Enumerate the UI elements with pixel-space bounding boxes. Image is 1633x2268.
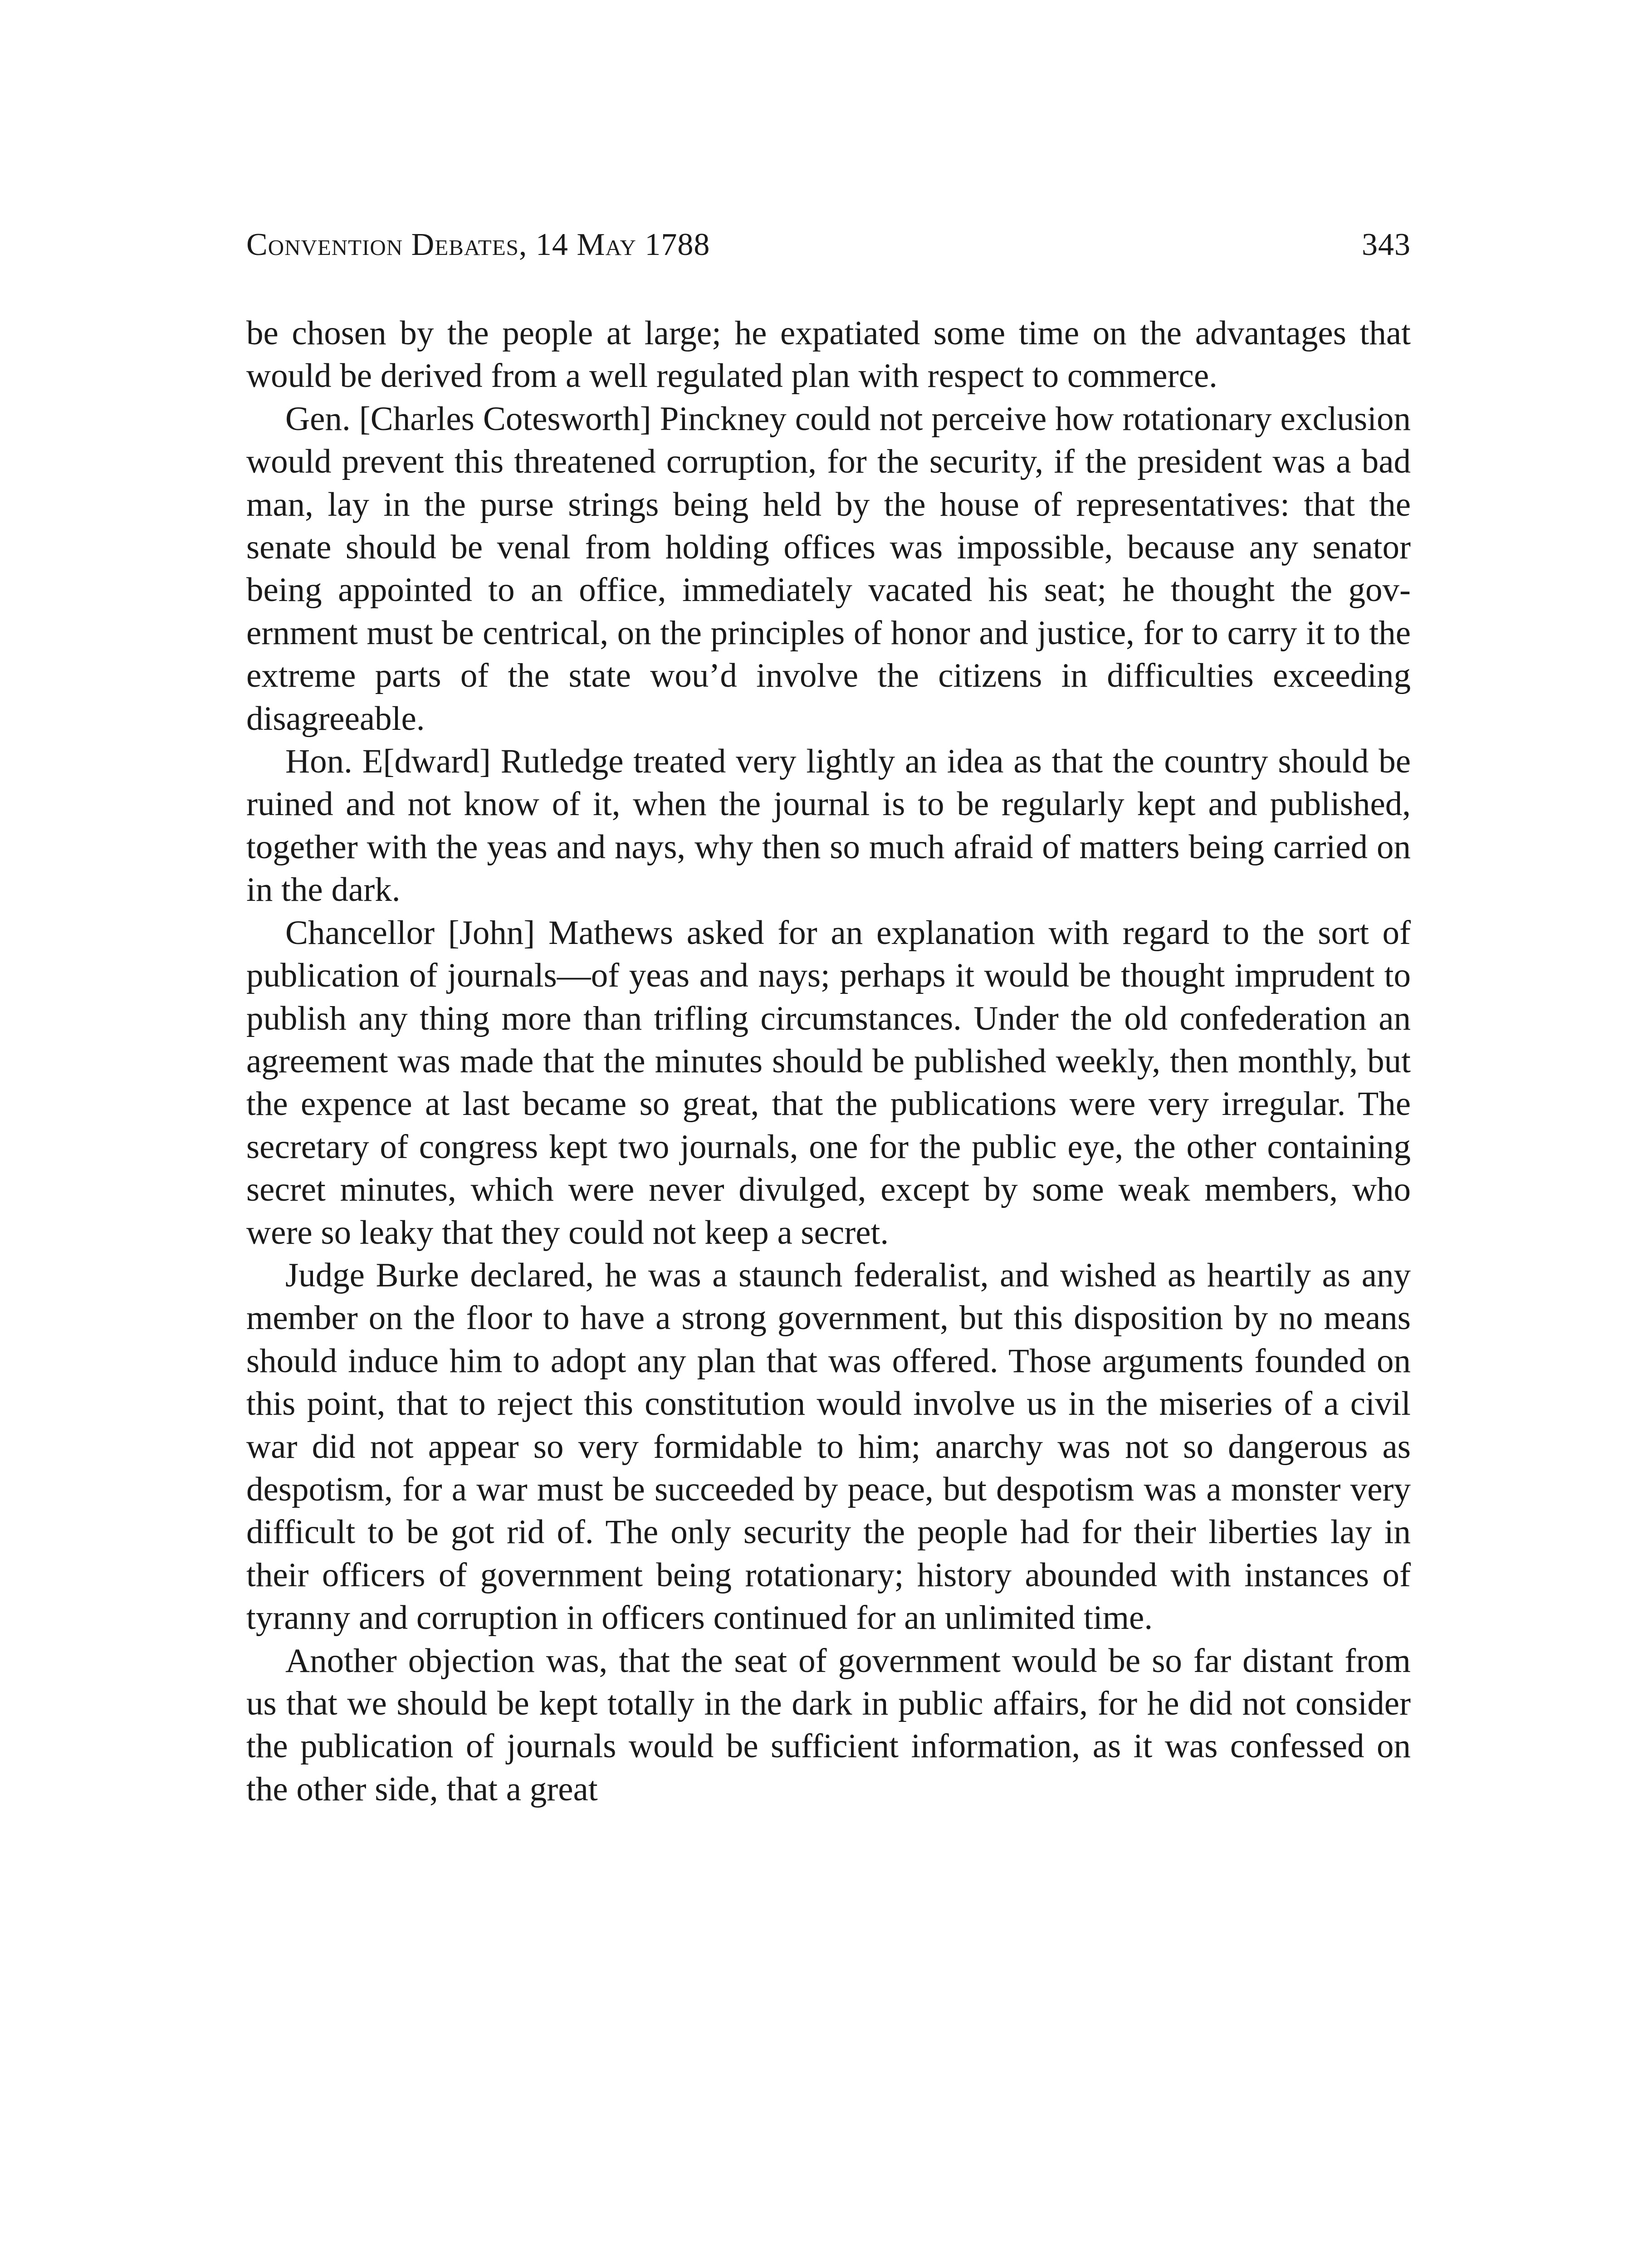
paragraph-mathews: Chancellor [John] Mathews asked for an explanation with regard to the sort of publication of journals—of yeas and nays; perhaps it would be thought imprudent to publish any thing more than trifling circumstances. Under the old confederation an agreement was made that the minutes should be published weekly, then monthly, but the expence at last became so great, that the publications were very irregular. The secretary of congress kept two journals, one for the public eye, the other containing secret minutes, which were never divulged, except by some weak members, who were so leaky that they could not keep a secret. <box>246 914 1411 1251</box>
paragraph-another-objection: Another objection was, that the seat of government would be so far distant from us that we should be kept totally in the dark in public affairs, for he did not consider the publication of journals would be sufficient information, as it was confessed on the other side, that a great <box>246 1642 1411 1808</box>
page-number: 343 <box>1362 227 1411 262</box>
body-text <box>246 312 1411 1811</box>
running-head <box>246 218 1411 272</box>
paragraph-continuation: be chosen by the people at large; he expatiated some time on the advantages that would be derived from a well regulated plan with respect to commerce. <box>246 314 1411 395</box>
paragraph-burke: Judge Burke declared, he was a staunch federalist, and wished as heartily as any member on the floor to have a strong government, but this disposition by no means should induce him to adopt any plan that was offered. Those arguments founded on this point, that to reject this constitution would involve us in the miseries of a civil war did not appear so very formidable to him; anarchy was not so dangerous as despotism, for a war must be succeeded by peace, but despotism was a monster very difficult to be got rid of. The only security the people had for their liberties lay in their officers of government being rotationary; history abounded with instances of tyranny and corruption in officers continued for an unlimited time. <box>246 1256 1411 1637</box>
paragraph-rutledge: Hon. E[dward] Rutledge treated very lightly an idea as that the country should be ruined and not know of it, when the journal is to be regularly kept and published, together with the yeas and nays, why then so much afraid of matters being carried on in the dark. <box>246 743 1411 909</box>
paragraph-pinckney: Gen. [Charles Cotesworth] Pinckney could not perceive how rotationary exclusion would prevent this threatened corruption, for the security, if the president was a bad man, lay in the purse strings being held by the house of representatives: that the senate should be venal from holding offices was impossible, because any senator being appointed to an office, immediately vacated his seat; he thought the government must be centrical, on the principles of honor and justice, for to carry it to the extreme parts of the state wou’d involve the citizens in difficulties exceeding disagreeable. <box>246 400 1411 738</box>
running-title: Convention Debates, 14 May 1788 <box>246 227 710 262</box>
